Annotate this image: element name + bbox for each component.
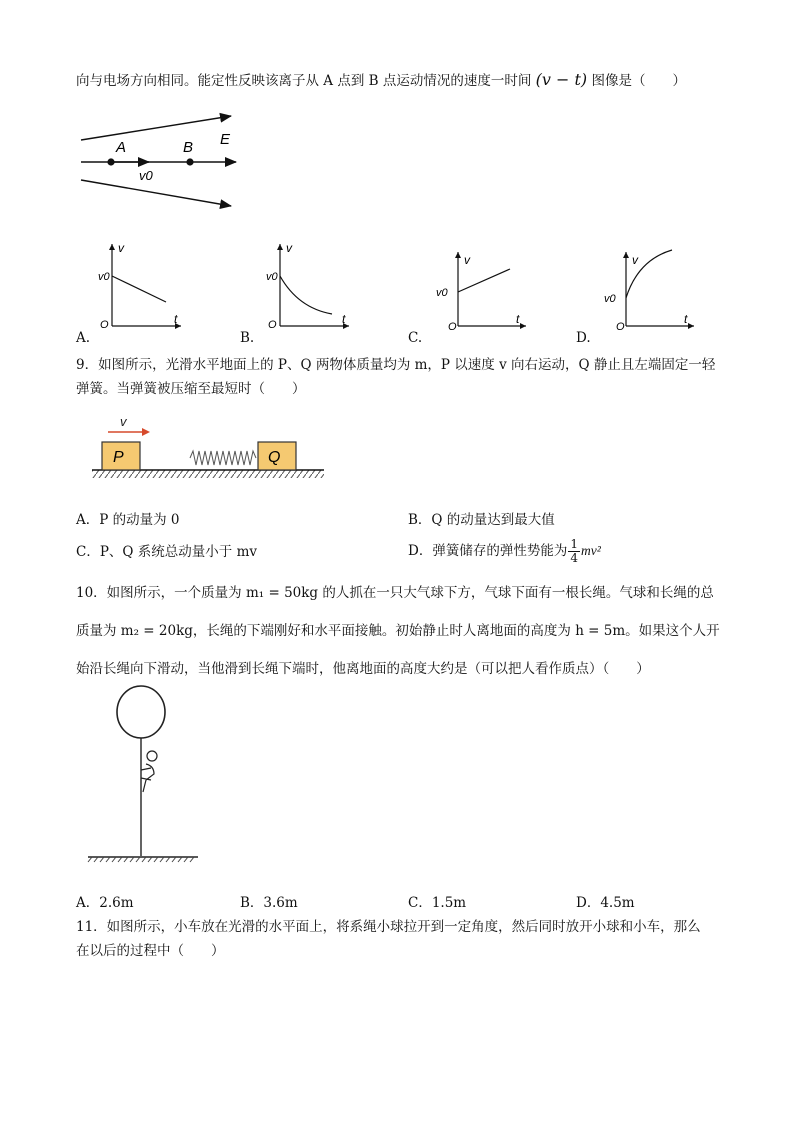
label-a: A <box>116 139 127 156</box>
q9-option-d-text: D．弹簧储存的弹性势能为 <box>408 543 568 559</box>
q9-option-d[interactable] <box>408 538 601 565</box>
field-line-top <box>81 116 231 140</box>
q8-graph-a[interactable] <box>96 236 186 336</box>
svg-text:v: v <box>464 253 470 267</box>
q10-option-d[interactable]: D．4.5m <box>576 895 635 911</box>
q8-option-d-letter[interactable]: D. <box>576 330 591 346</box>
q10-stem-line1: 10．如图所示，一个质量为 m₁ = 50kg 的人抓在一只大气球下方，气球下面有一根长绳。气球和长绳的总 <box>76 585 714 601</box>
graph-c-line <box>458 269 510 292</box>
q9-option-d-fraction: $\frac{1}{4}$ <box>570 537 578 565</box>
q8-stem-text: 向与电场方向相同。能定性反映该离子从 A 点到 B 点运动情况的速度一时间 <box>76 73 532 89</box>
q10-stem-line3: 始沿长绳向下滑动，当他滑到长绳下端时，他离地面的高度大约是（可以把人看作质点）（ ） <box>76 661 650 677</box>
q10-option-a[interactable]: A．2.6m <box>76 895 134 911</box>
q9-figure <box>90 410 330 490</box>
svg-text:v0: v0 <box>604 293 616 305</box>
svg-text:O: O <box>100 319 109 331</box>
q9-option-c[interactable]: C．P、Q 系统总动量小于 mv <box>76 544 257 560</box>
q9-stem-line1: 9．如图所示，光滑水平地面上的 P、Q 两物体质量均为 m，P 以速度 v 向右运动，Q 静止且左端固定一轻 <box>76 357 716 373</box>
spring <box>190 451 256 465</box>
svg-text:O: O <box>616 321 625 333</box>
q8-graph-b[interactable] <box>264 236 354 336</box>
q8-vt-expression: (v − t) <box>535 70 588 89</box>
q9-option-b[interactable]: B．Q 的动量达到最大值 <box>408 512 555 528</box>
svg-text:v: v <box>286 241 292 255</box>
q10-option-b[interactable]: B．3.6m <box>240 895 298 911</box>
svg-text:O: O <box>268 319 277 331</box>
q8-stem <box>76 70 686 91</box>
svg-text:v: v <box>632 253 638 267</box>
q10-option-c[interactable]: C．1.5m <box>408 895 467 911</box>
q10-balloon-figure <box>88 684 208 874</box>
svg-text:t: t <box>684 312 688 326</box>
q8-graph-d[interactable] <box>604 236 699 336</box>
svg-text:v0: v0 <box>266 271 278 283</box>
q9-stem-line2: 弹簧。当弹簧被压缩至最短时（ ） <box>76 381 306 397</box>
q11-stem-line1: 11．如图所示，小车放在光滑的水平面上，将系绳小球拉开到一定角度，然后同时放开小球和小车，那么 <box>76 919 701 935</box>
svg-text:v0: v0 <box>98 271 110 283</box>
q10-stem-line2: 质量为 m₂ = 20kg，长绳的下端刚好和水平面接触。初始静止时人离地面的高度为 h = 5m。如果这个人开 <box>76 623 720 639</box>
q9-option-d-expr: mv² <box>580 543 601 558</box>
q8-field-figure <box>76 102 256 217</box>
q11-stem-line2: 在以后的过程中（ ） <box>76 943 225 959</box>
q8-option-c-letter[interactable]: C. <box>408 330 423 346</box>
label-b: B <box>183 139 194 156</box>
q9-option-a[interactable]: A．P 的动量为 0 <box>76 512 180 528</box>
svg-text:v0: v0 <box>436 287 448 299</box>
svg-text:O: O <box>448 321 457 333</box>
q8-graph-c[interactable] <box>436 236 531 336</box>
svg-text:v: v <box>120 414 127 429</box>
q8-option-b-letter[interactable]: B. <box>240 330 255 346</box>
point-a <box>107 158 114 165</box>
point-b <box>186 158 193 165</box>
graph-a-line <box>112 276 166 302</box>
svg-text:t: t <box>342 312 346 326</box>
person-body <box>141 764 154 792</box>
svg-text:Q: Q <box>268 449 281 466</box>
label-v0: v0 <box>139 168 153 183</box>
field-line-bottom <box>81 180 231 206</box>
person-head <box>147 751 157 761</box>
svg-text:t: t <box>516 312 520 326</box>
svg-text:P: P <box>113 449 124 466</box>
label-e: E <box>220 131 231 148</box>
q8-stem-tail: 图像是（ ） <box>591 73 686 89</box>
balloon <box>117 686 165 738</box>
graph-b-curve <box>280 276 332 314</box>
svg-text:t: t <box>174 312 178 326</box>
q8-option-a-letter[interactable]: A. <box>76 330 91 346</box>
svg-text:v: v <box>118 241 124 255</box>
